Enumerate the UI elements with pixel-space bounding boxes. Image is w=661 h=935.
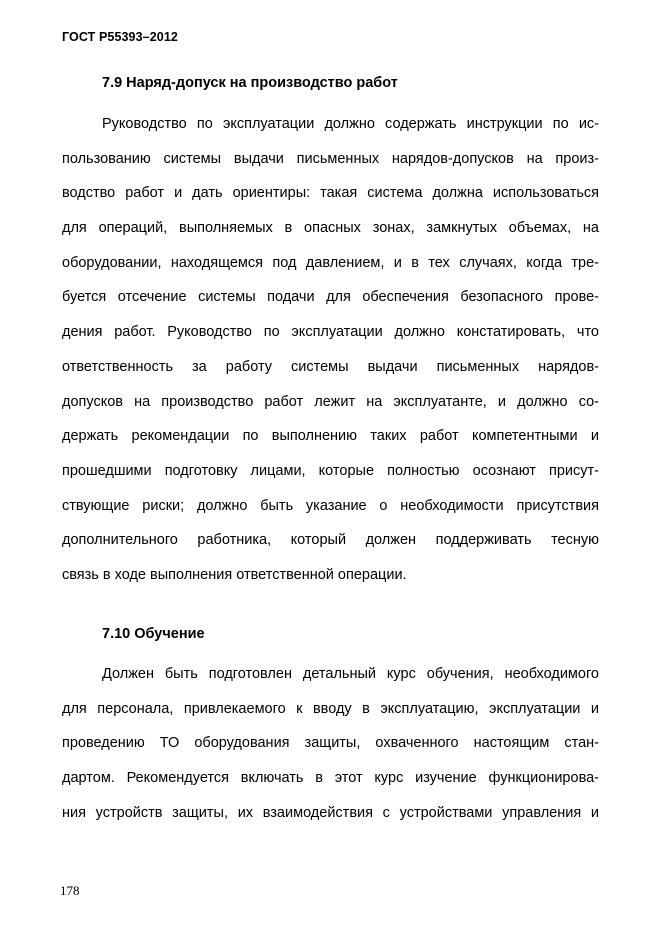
section-heading-permit: 7.9 Наряд-допуск на производство работ	[102, 75, 398, 91]
paragraph-line: прошедшими подготовку лицами, которые полностью осознают присут-	[62, 462, 599, 479]
paragraph-line: Должен быть подготовлен детальный курс обучения, необходимого	[102, 666, 599, 682]
document-header: ГОСТ Р55393–2012	[62, 30, 178, 44]
paragraph-line: держать рекомендации по выполнению таких работ компетентными и	[62, 428, 599, 445]
paragraph-line: дартом. Рекомендуется включать в этот курс изучение функционирова-	[62, 770, 599, 787]
paragraph-permit	[62, 107, 599, 593]
paragraph-line: дополнительного работника, который должен поддерживать тесную	[62, 532, 599, 549]
paragraph-line: допусков на производство работ лежит на эксплуатанте, и должно со-	[62, 393, 599, 410]
section-heading-training: 7.10 Обучение	[102, 626, 205, 642]
paragraph-line: оборудовании, находящемся под давлением, и в тех случаях, когда тре-	[62, 254, 599, 271]
paragraph-line: проведению ТО оборудования защиты, охваченного настоящим стан-	[62, 735, 599, 752]
page-number: 178	[60, 883, 80, 898]
paragraph-line: ния устройств защиты, их взаимодействия с устройствами управления и	[62, 804, 599, 821]
paragraph-line: буется отсечение системы подачи для обеспечения безопасного прове-	[62, 289, 599, 306]
paragraph-line: для персонала, привлекаемого к вводу в эксплуатацию, эксплуатации и	[62, 700, 599, 717]
paragraph-line: ствующие риски; должно быть указание о необходимости присутствия	[62, 497, 599, 514]
paragraph-line: Руководство по эксплуатации должно содержать инструкции по ис-	[102, 116, 599, 132]
paragraph-line: связь в ходе выполнения ответственной операции.	[62, 566, 407, 583]
paragraph-training	[62, 657, 599, 830]
paragraph-line: для операций, выполняемых в опасных зонах, замкнутых объемах, на	[62, 220, 599, 237]
paragraph-line: водство работ и дать ориентиры: такая система должна использоваться	[62, 185, 599, 202]
paragraph-line: дения работ. Руководство по эксплуатации должно констатировать, что	[62, 324, 599, 341]
paragraph-line: ответственность за работу системы выдачи письменных нарядов-	[62, 358, 599, 375]
paragraph-line: пользованию системы выдачи письменных нарядов-допусков на произ-	[62, 150, 599, 167]
